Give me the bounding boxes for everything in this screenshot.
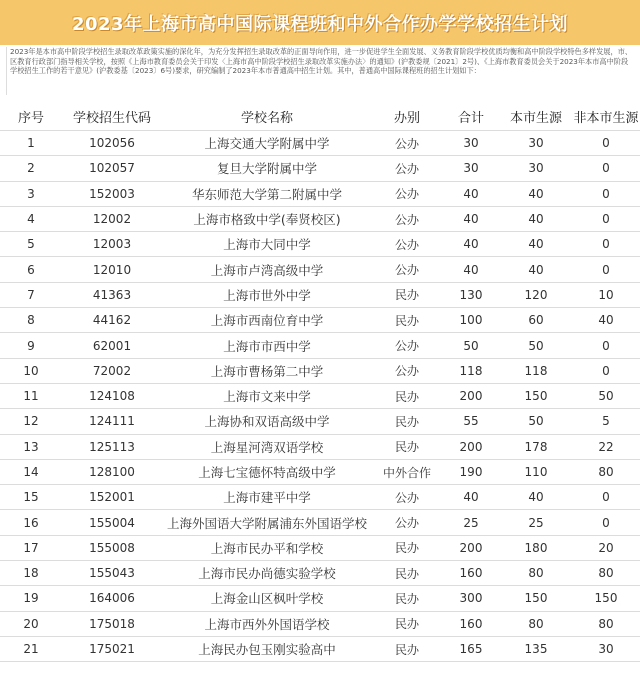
cell-index: 21	[0, 636, 62, 661]
table-row	[0, 510, 640, 535]
cell-nonlocal: 40	[572, 308, 640, 333]
cell-total: 25	[442, 510, 500, 535]
cell-local: 40	[500, 206, 572, 231]
table-row	[0, 535, 640, 560]
cell-school-code: 152001	[62, 485, 162, 510]
cell-school-type: 公办	[372, 232, 442, 257]
cell-school-name: 上海市卢湾高级中学	[162, 257, 372, 282]
table-body	[0, 131, 640, 662]
cell-nonlocal: 0	[572, 232, 640, 257]
cell-school-name: 上海市格致中学(奉贤校区)	[162, 206, 372, 231]
table-row	[0, 232, 640, 257]
cell-nonlocal: 0	[572, 510, 640, 535]
title-banner	[0, 0, 640, 45]
cell-school-name: 上海市市西中学	[162, 333, 372, 358]
cell-school-type: 民办	[372, 383, 442, 408]
intro-paragraph: 2023年是本市高中阶段学校招生录取改革政策实施的深化年，为充分发挥招生录取改革的正面导向作用，进一步促进学生全面发展、义务教育阶段学校优质均衡和高中阶段学校特色多样发展，市、区教育行政部门指导相关学校，按照《上海市教育委员会关于印发〈上海市高中阶段学校招生录取改革实施办法〉的通知》(沪教委规〔2021〕2号)、《上海市教育委员会关于2023年本市高中阶段学校招生工作的若干意见》(沪教委基〔2023〕6号)要求，研究编制了2023年本市普通高中招生计划。其中，普通高中国际课程班的招生计划如下：	[6, 47, 634, 95]
table-row	[0, 434, 640, 459]
cell-school-type: 民办	[372, 535, 442, 560]
cell-total: 130	[442, 282, 500, 307]
enrollment-table	[0, 102, 640, 662]
cell-school-type: 民办	[372, 282, 442, 307]
cell-nonlocal: 0	[572, 181, 640, 206]
cell-index: 6	[0, 257, 62, 282]
table-row	[0, 257, 640, 282]
cell-local: 40	[500, 181, 572, 206]
cell-total: 165	[442, 636, 500, 661]
cell-index: 16	[0, 510, 62, 535]
cell-school-code: 155004	[62, 510, 162, 535]
cell-total: 190	[442, 459, 500, 484]
cell-school-type: 公办	[372, 358, 442, 383]
table-row	[0, 409, 640, 434]
cell-school-name: 上海市建平中学	[162, 485, 372, 510]
table-row	[0, 636, 640, 661]
table-row	[0, 206, 640, 231]
cell-school-code: 12002	[62, 206, 162, 231]
cell-nonlocal: 30	[572, 636, 640, 661]
cell-school-code: 102056	[62, 131, 162, 156]
cell-local: 40	[500, 485, 572, 510]
cell-school-code: 152003	[62, 181, 162, 206]
cell-school-type: 公办	[372, 206, 442, 231]
header-total: 合计	[442, 102, 500, 131]
cell-local: 50	[500, 409, 572, 434]
cell-local: 25	[500, 510, 572, 535]
cell-local: 30	[500, 131, 572, 156]
cell-local: 40	[500, 232, 572, 257]
table-row	[0, 181, 640, 206]
cell-school-name: 上海民办包玉刚实验高中	[162, 636, 372, 661]
cell-school-type: 公办	[372, 181, 442, 206]
cell-school-code: 164006	[62, 586, 162, 611]
cell-school-code: 175018	[62, 611, 162, 636]
cell-nonlocal: 22	[572, 434, 640, 459]
cell-school-name: 上海交通大学附属中学	[162, 131, 372, 156]
cell-total: 300	[442, 586, 500, 611]
header-nonlocal-students: 非本市生源	[572, 102, 640, 131]
cell-nonlocal: 50	[572, 383, 640, 408]
cell-school-code: 175021	[62, 636, 162, 661]
cell-nonlocal: 150	[572, 586, 640, 611]
cell-school-code: 41363	[62, 282, 162, 307]
cell-school-code: 124111	[62, 409, 162, 434]
cell-index: 20	[0, 611, 62, 636]
cell-school-name: 复旦大学附属中学	[162, 156, 372, 181]
cell-school-name: 上海市西外外国语学校	[162, 611, 372, 636]
cell-index: 9	[0, 333, 62, 358]
cell-index: 17	[0, 535, 62, 560]
cell-school-code: 12010	[62, 257, 162, 282]
cell-total: 100	[442, 308, 500, 333]
cell-school-code: 62001	[62, 333, 162, 358]
cell-index: 10	[0, 358, 62, 383]
cell-total: 200	[442, 434, 500, 459]
cell-index: 18	[0, 561, 62, 586]
cell-nonlocal: 0	[572, 358, 640, 383]
cell-local: 80	[500, 611, 572, 636]
cell-local: 60	[500, 308, 572, 333]
cell-total: 40	[442, 206, 500, 231]
cell-index: 14	[0, 459, 62, 484]
table-row	[0, 333, 640, 358]
cell-school-name: 上海市世外中学	[162, 282, 372, 307]
cell-school-type: 民办	[372, 409, 442, 434]
cell-school-name: 华东师范大学第二附属中学	[162, 181, 372, 206]
cell-nonlocal: 80	[572, 561, 640, 586]
cell-local: 40	[500, 257, 572, 282]
cell-school-type: 民办	[372, 611, 442, 636]
cell-school-code: 155008	[62, 535, 162, 560]
cell-local: 110	[500, 459, 572, 484]
header-school-name: 学校名称	[162, 102, 372, 131]
cell-local: 150	[500, 383, 572, 408]
cell-school-code: 12003	[62, 232, 162, 257]
cell-nonlocal: 20	[572, 535, 640, 560]
cell-school-code: 72002	[62, 358, 162, 383]
cell-total: 40	[442, 232, 500, 257]
table-row	[0, 611, 640, 636]
cell-total: 30	[442, 131, 500, 156]
header-local-students: 本市生源	[500, 102, 572, 131]
cell-total: 40	[442, 181, 500, 206]
cell-index: 7	[0, 282, 62, 307]
cell-nonlocal: 5	[572, 409, 640, 434]
cell-index: 11	[0, 383, 62, 408]
cell-school-code: 128100	[62, 459, 162, 484]
cell-school-type: 民办	[372, 561, 442, 586]
cell-school-name: 上海金山区枫叶学校	[162, 586, 372, 611]
cell-school-code: 44162	[62, 308, 162, 333]
page-title: 2023年上海市高中国际课程班和中外合作办学学校招生计划	[71, 13, 569, 35]
table-row	[0, 459, 640, 484]
cell-total: 40	[442, 485, 500, 510]
cell-total: 55	[442, 409, 500, 434]
cell-school-type: 公办	[372, 156, 442, 181]
cell-school-type: 公办	[372, 333, 442, 358]
cell-local: 30	[500, 156, 572, 181]
table-row	[0, 383, 640, 408]
cell-local: 150	[500, 586, 572, 611]
cell-school-type: 公办	[372, 485, 442, 510]
cell-school-name: 上海市西南位育中学	[162, 308, 372, 333]
cell-school-type: 民办	[372, 434, 442, 459]
cell-total: 200	[442, 535, 500, 560]
cell-school-type: 公办	[372, 510, 442, 535]
table-row	[0, 358, 640, 383]
cell-school-type: 公办	[372, 257, 442, 282]
cell-school-name: 上海七宝德怀特高级中学	[162, 459, 372, 484]
cell-local: 80	[500, 561, 572, 586]
header-school-type: 办别	[372, 102, 442, 131]
cell-school-type: 中外合作	[372, 459, 442, 484]
cell-school-name: 上海星河湾双语学校	[162, 434, 372, 459]
cell-index: 3	[0, 181, 62, 206]
cell-local: 180	[500, 535, 572, 560]
cell-total: 160	[442, 611, 500, 636]
cell-index: 15	[0, 485, 62, 510]
table-row	[0, 308, 640, 333]
cell-index: 19	[0, 586, 62, 611]
cell-school-code: 125113	[62, 434, 162, 459]
cell-total: 30	[442, 156, 500, 181]
cell-total: 118	[442, 358, 500, 383]
cell-local: 118	[500, 358, 572, 383]
table-row	[0, 586, 640, 611]
cell-nonlocal: 0	[572, 206, 640, 231]
cell-school-code: 102057	[62, 156, 162, 181]
cell-total: 200	[442, 383, 500, 408]
table-row	[0, 131, 640, 156]
cell-school-name: 上海市民办尚德实验学校	[162, 561, 372, 586]
cell-nonlocal: 10	[572, 282, 640, 307]
header-school-code: 学校招生代码	[62, 102, 162, 131]
cell-nonlocal: 0	[572, 131, 640, 156]
cell-nonlocal: 0	[572, 257, 640, 282]
cell-local: 50	[500, 333, 572, 358]
cell-school-name: 上海市大同中学	[162, 232, 372, 257]
cell-school-name: 上海市民办平和学校	[162, 535, 372, 560]
cell-nonlocal: 0	[572, 156, 640, 181]
cell-school-name: 上海外国语大学附属浦东外国语学校	[162, 510, 372, 535]
cell-school-type: 民办	[372, 308, 442, 333]
cell-school-type: 民办	[372, 586, 442, 611]
cell-nonlocal: 0	[572, 485, 640, 510]
table-row	[0, 156, 640, 181]
cell-index: 8	[0, 308, 62, 333]
cell-index: 5	[0, 232, 62, 257]
cell-nonlocal: 80	[572, 459, 640, 484]
cell-school-name: 上海协和双语高级中学	[162, 409, 372, 434]
cell-index: 1	[0, 131, 62, 156]
cell-school-name: 上海市文来中学	[162, 383, 372, 408]
cell-school-code: 155043	[62, 561, 162, 586]
table-header-row	[0, 102, 640, 131]
cell-school-code: 124108	[62, 383, 162, 408]
cell-index: 12	[0, 409, 62, 434]
cell-index: 4	[0, 206, 62, 231]
table-row	[0, 561, 640, 586]
table-row	[0, 485, 640, 510]
header-index: 序号	[0, 102, 62, 131]
table-row	[0, 282, 640, 307]
cell-school-name: 上海市曹杨第二中学	[162, 358, 372, 383]
cell-total: 50	[442, 333, 500, 358]
cell-school-type: 公办	[372, 131, 442, 156]
cell-index: 13	[0, 434, 62, 459]
cell-local: 178	[500, 434, 572, 459]
cell-local: 120	[500, 282, 572, 307]
cell-local: 135	[500, 636, 572, 661]
cell-school-type: 民办	[372, 636, 442, 661]
cell-index: 2	[0, 156, 62, 181]
cell-total: 160	[442, 561, 500, 586]
cell-nonlocal: 0	[572, 333, 640, 358]
cell-total: 40	[442, 257, 500, 282]
cell-nonlocal: 80	[572, 611, 640, 636]
